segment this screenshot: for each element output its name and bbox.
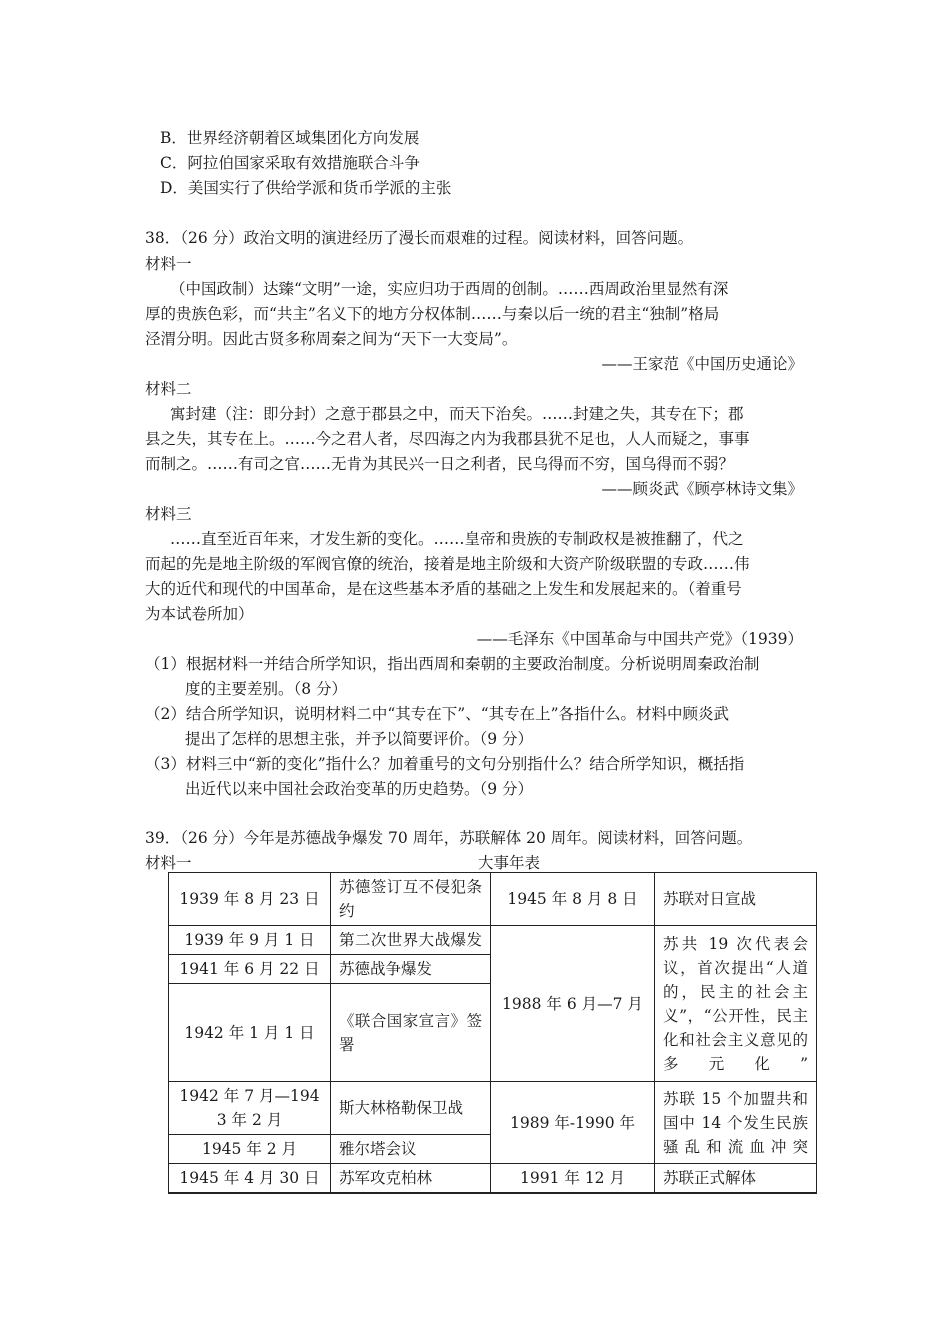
q38-material3-line: ……直至近百年来，才发生新的变化。……皇帝和贵族的专制政权是被推翻了，代之 bbox=[170, 530, 744, 548]
table-cell-event: 《联合国家宣言》签署 bbox=[331, 984, 491, 1082]
option-c: C．阿拉伯国家采取有效措施联合斗争 bbox=[160, 154, 420, 172]
q38-title: 38．（26 分）政治文明的演进经历了漫长而艰难的过程。阅读材料，回答问题。 bbox=[145, 229, 694, 247]
q38-material2-line: 县之失，其专在上。……今之君人者，尽四海之内为我郡县犹不足也，人人而疑之，事事 bbox=[145, 430, 750, 448]
table-cell-event: 苏德签订互不侵犯条约 bbox=[331, 873, 491, 926]
q38-material2-line: 而制之。……有司之官……无肯为其民兴一日之利者，民乌得而不穷，国乌得而不弱？ bbox=[145, 455, 735, 473]
q39-table-title: 大事年表 bbox=[478, 854, 541, 872]
table-cell-date: 1988 年 6 月—7 月 bbox=[491, 926, 655, 1082]
table-cell-event: 苏联正式解体 bbox=[655, 1164, 817, 1194]
table-cell-date: 1989 年-1990 年 bbox=[491, 1082, 655, 1164]
table-cell-date: 1942 年 7 月—1943 年 2 月 bbox=[169, 1082, 331, 1135]
q38-material2-line: 寓封建（注：即分封）之意于郡县之中，而天下治矣。……封建之失，其专在下；郡 bbox=[170, 405, 744, 423]
q38-subquestion-1-cont: 度的主要差别。（8 分） bbox=[185, 680, 348, 698]
table-row bbox=[169, 926, 817, 955]
table-cell-event: 苏德战争爆发 bbox=[331, 955, 491, 984]
q38-material1-line: 泾渭分明。因此古贤多称周秦之间为“天下一大变局”。 bbox=[145, 330, 518, 348]
table-cell-event: 苏联对日宣战 bbox=[655, 873, 817, 926]
table-cell-date: 1941 年 6 月 22 日 bbox=[169, 955, 331, 984]
q39-material1-label: 材料一 bbox=[145, 854, 192, 872]
q38-material3-line: 大的近代和现代的中国革命，是在这些基本矛盾的基础之上发生和发展起来的。（着重号 bbox=[145, 580, 742, 598]
table-row bbox=[169, 1082, 817, 1135]
table-cell-date: 1945 年 2 月 bbox=[169, 1135, 331, 1164]
q38-material3-line: 而起的先是地主阶级的军阀官僚的统治，接着是地主阶级和大资产阶级联盟的专政……伟 bbox=[145, 555, 750, 573]
table-cell-event: 雅尔塔会议 bbox=[331, 1135, 491, 1164]
table-cell-date: 1945 年 4 月 30 日 bbox=[169, 1164, 331, 1194]
q38-material3-label: 材料三 bbox=[145, 505, 192, 523]
q38-material1-label: 材料一 bbox=[145, 255, 192, 273]
q38-subquestion-2-cont: 提出了怎样的思想主张，并予以简要评价。（9 分） bbox=[185, 730, 534, 748]
chronology-table bbox=[168, 872, 817, 1194]
q38-subquestion-3-cont: 出近代以来中国社会政治变革的历史趋势。（9 分） bbox=[185, 780, 534, 798]
table-cell-date: 1942 年 1 月 1 日 bbox=[169, 984, 331, 1082]
table-cell-date: 1991 年 12 月 bbox=[491, 1164, 655, 1194]
q38-subquestion-2: （2）结合所学知识，说明材料二中“其专在下”、“其专在上”各指什么。材料中顾炎武 bbox=[145, 705, 730, 723]
q38-subquestion-3: （3）材料三中“新的变化”指什么？加着重号的文句分别指什么？结合所学知识，概括指 bbox=[145, 755, 745, 773]
q39-title: 39．（26 分）今年是苏德战争爆发 70 周年，苏联解体 20 周年。阅读材料，回答问题。 bbox=[145, 829, 753, 847]
q38-material3-source: ——毛泽东《中国革命与中国共产党》（1939） bbox=[476, 630, 803, 648]
table-row bbox=[169, 1164, 817, 1194]
q38-material1-line: （中国政制）达臻“文明”一途，实应归功于西周的创制。……西周政治里显然有深 bbox=[170, 280, 729, 298]
option-d: D．美国实行了供给学派和货币学派的主张 bbox=[160, 179, 452, 197]
table-cell-event: 苏共 19 次代表会议，首次提出“人道的，民主的社会主义”，“公开性，民主化和社会主义意见的多元化” bbox=[655, 926, 817, 1082]
q38-subquestion-1: （1）根据材料一并结合所学知识，指出西周和秦朝的主要政治制度。分析说明周秦政治制 bbox=[145, 655, 760, 673]
table-cell-date: 1939 年 9 月 1 日 bbox=[169, 926, 331, 955]
table-cell-event: 苏联 15 个加盟共和国中 14 个发生民族骚乱和流血冲突 bbox=[655, 1082, 817, 1164]
q38-material1-line: 厚的贵族色彩，而“共主”名义下的地方分权体制……与秦以后一统的君主“独制”格局 bbox=[145, 305, 720, 323]
option-b: B．世界经济朝着区域集团化方向发展 bbox=[160, 129, 420, 147]
table-cell-date: 1939 年 8 月 23 日 bbox=[169, 873, 331, 926]
q38-material1-source: ——王家范《中国历史通论》 bbox=[601, 355, 803, 373]
table-cell-event: 苏军攻克柏林 bbox=[331, 1164, 491, 1194]
q38-material2-label: 材料二 bbox=[145, 380, 192, 398]
table-cell-event: 斯大林格勒保卫战 bbox=[331, 1082, 491, 1135]
table-row bbox=[169, 873, 817, 926]
table-cell-event: 第二次世界大战爆发 bbox=[331, 926, 491, 955]
q38-material2-source: ——顾炎武《顾亭林诗文集》 bbox=[601, 480, 803, 498]
q38-material3-line: 为本试卷所加） bbox=[145, 605, 254, 623]
table-cell-date: 1945 年 8 月 8 日 bbox=[491, 873, 655, 926]
